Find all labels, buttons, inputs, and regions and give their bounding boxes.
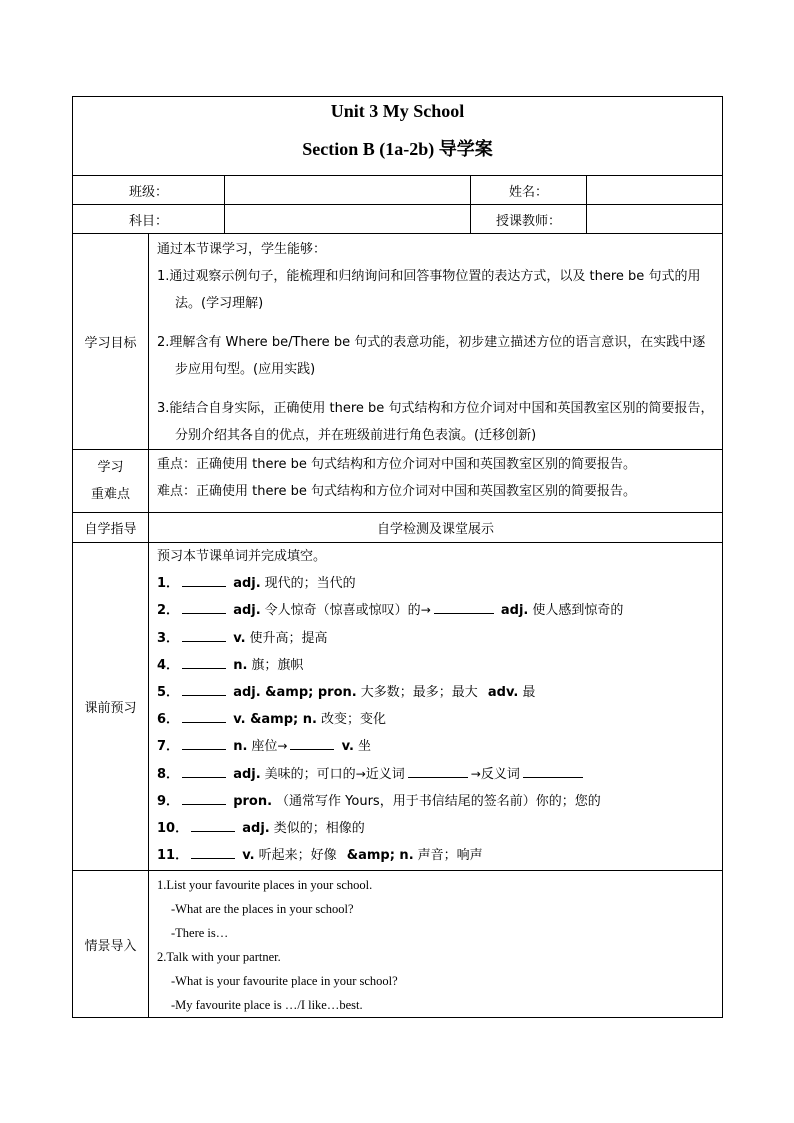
vocab-item bbox=[157, 679, 714, 706]
vocab-number: 3． bbox=[157, 630, 180, 646]
answer-blank[interactable] bbox=[182, 627, 226, 642]
answer-blank[interactable] bbox=[182, 572, 226, 587]
preview-content bbox=[149, 543, 723, 871]
answer-blank[interactable] bbox=[182, 708, 226, 723]
part-of-speech: pron. bbox=[233, 793, 273, 809]
part-of-speech: v. bbox=[242, 848, 255, 864]
vocab-item bbox=[157, 842, 714, 869]
answer-blank[interactable] bbox=[182, 735, 226, 750]
key-points-label-line2: 重难点 bbox=[90, 487, 130, 502]
vocab-item bbox=[157, 570, 714, 597]
part-of-speech: adj. bbox=[233, 603, 261, 619]
vocab-number: 10． bbox=[157, 821, 189, 837]
goal-item: 3.能结合自身实际，正确使用 there be 句式结构和方位介词对中国和英国教室区别的简要报告，分别介绍其各自的优点，并在班级前进行角色表演。(迁移创新) bbox=[157, 401, 714, 443]
guide-header: 自学检测及课堂展示 bbox=[149, 513, 723, 543]
goals-label: 学习目标 bbox=[73, 234, 149, 450]
section-title: Section B (1a-2b) 导学案 bbox=[302, 139, 493, 159]
vocab-item bbox=[157, 733, 714, 760]
part-of-speech: v. &amp; n. bbox=[233, 712, 317, 728]
vocab-item bbox=[157, 597, 714, 624]
answer-blank[interactable] bbox=[182, 790, 226, 805]
preview-intro: 预习本节课单词并完成填空。 bbox=[157, 549, 327, 564]
vocab-number: 1． bbox=[157, 576, 180, 592]
answer-blank[interactable] bbox=[408, 763, 468, 778]
goals-intro: 通过本节课学习，学生能够： bbox=[157, 242, 327, 257]
vocab-number: 9． bbox=[157, 793, 180, 809]
vocab-number: 6． bbox=[157, 712, 180, 728]
vocab-item bbox=[157, 625, 714, 652]
unit-title: Unit 3 My School bbox=[330, 101, 465, 121]
name-field[interactable] bbox=[587, 176, 723, 205]
answer-blank[interactable] bbox=[191, 844, 235, 859]
part-of-speech: n. bbox=[233, 739, 248, 755]
scene-line: 2.Talk with your partner. bbox=[157, 950, 281, 964]
definition: 使人感到惊奇的 bbox=[532, 603, 624, 619]
part-of-speech: adj. bbox=[233, 576, 261, 592]
definition: 美味的；可口的 bbox=[264, 766, 356, 782]
name-label: 姓名： bbox=[471, 176, 587, 205]
scene-line: -What are the places in your school? bbox=[171, 902, 354, 916]
antonym-label: 反义词 bbox=[480, 766, 520, 782]
definition: 改变；变化 bbox=[320, 712, 386, 728]
synonym-label: 近义词 bbox=[365, 766, 405, 782]
part-of-speech: adj. &amp; pron. bbox=[233, 685, 357, 701]
key-points-content bbox=[149, 450, 723, 513]
guide-label: 自学指导 bbox=[73, 513, 149, 543]
definition: （通常写作 Yours，用于书信结尾的签名前）你的；您的 bbox=[276, 793, 601, 809]
part-of-speech: &amp; n. bbox=[346, 848, 414, 864]
answer-blank[interactable] bbox=[182, 599, 226, 614]
difficult-point: 难点：正确使用 there be 句式结构和方位介词对中国和英国教室区别的简要报告。 bbox=[157, 484, 637, 499]
definition: 旗；旗帜 bbox=[251, 657, 304, 673]
scene-label: 情景导入 bbox=[73, 871, 149, 1018]
teacher-field[interactable] bbox=[587, 205, 723, 234]
definition: 最 bbox=[522, 685, 536, 701]
vocab-number: 11． bbox=[157, 848, 189, 864]
scene-line: -There is… bbox=[171, 926, 229, 940]
part-of-speech: v. bbox=[341, 739, 354, 755]
definition: 现代的；当代的 bbox=[264, 576, 356, 592]
class-label: 班级： bbox=[73, 176, 225, 205]
answer-blank[interactable] bbox=[182, 654, 226, 669]
subject-label: 科目： bbox=[73, 205, 225, 234]
part-of-speech: adj. bbox=[233, 766, 261, 782]
class-field[interactable] bbox=[225, 176, 471, 205]
worksheet bbox=[72, 96, 722, 1018]
arrow-icon: → bbox=[420, 603, 431, 618]
vocab-item bbox=[157, 652, 714, 679]
important-point: 重点：正确使用 there be 句式结构和方位介词对中国和英国教室区别的简要报告。 bbox=[157, 457, 637, 472]
part-of-speech: v. bbox=[233, 630, 246, 646]
part-of-speech: n. bbox=[233, 657, 248, 673]
goal-item: 2.理解含有 Where be/There be 句式的表意功能，初步建立描述方位的语言意识，在实践中逐步应用句型。(应用实践) bbox=[157, 335, 706, 377]
goals-content bbox=[149, 234, 723, 450]
preview-label: 课前预习 bbox=[73, 543, 149, 871]
definition: 大多数；最多；最大 bbox=[360, 685, 478, 701]
part-of-speech: adv. bbox=[487, 685, 519, 701]
worksheet-table bbox=[72, 96, 723, 1018]
vocab-number: 8． bbox=[157, 766, 180, 782]
vocab-item bbox=[157, 815, 714, 842]
vocab-item bbox=[157, 706, 714, 733]
arrow-icon: → bbox=[277, 739, 288, 754]
vocab-item bbox=[157, 788, 714, 815]
teacher-label: 授课教师： bbox=[471, 205, 587, 234]
title-cell bbox=[73, 97, 723, 176]
scene-line: 1.List your favourite places in your school. bbox=[157, 878, 373, 892]
answer-blank[interactable] bbox=[434, 599, 494, 614]
scene-line: -My favourite place is …/I like…best. bbox=[171, 998, 363, 1012]
definition: 声音；响声 bbox=[417, 848, 483, 864]
definition: 类似的；相像的 bbox=[273, 821, 365, 837]
part-of-speech: adj. bbox=[242, 821, 270, 837]
answer-blank[interactable] bbox=[191, 817, 235, 832]
answer-blank[interactable] bbox=[290, 735, 334, 750]
vocab-number: 2． bbox=[157, 603, 180, 619]
goal-item: 1.通过观察示例句子，能梳理和归纳询问和回答事物位置的表达方式，以及 there be 句式的用法。(学习理解) bbox=[157, 269, 701, 311]
arrow-icon: → bbox=[470, 766, 481, 781]
definition: 使升高；提高 bbox=[249, 630, 328, 646]
subject-field[interactable] bbox=[225, 205, 471, 234]
answer-blank[interactable] bbox=[182, 763, 226, 778]
answer-blank[interactable] bbox=[182, 681, 226, 696]
part-of-speech: adj. bbox=[500, 603, 529, 619]
definition: 听起来；好像 bbox=[258, 848, 337, 864]
scene-content bbox=[149, 871, 723, 1018]
scene-line: -What is your favourite place in your school? bbox=[171, 974, 398, 988]
vocab-number: 5． bbox=[157, 685, 180, 701]
definition: 坐 bbox=[357, 739, 371, 755]
vocab-item bbox=[157, 761, 714, 788]
definition: 令人惊奇（惊喜或惊叹）的 bbox=[264, 603, 421, 619]
vocab-number: 7． bbox=[157, 739, 180, 755]
arrow-icon: → bbox=[355, 766, 366, 781]
answer-blank[interactable] bbox=[523, 763, 583, 778]
vocab-number: 4． bbox=[157, 657, 180, 673]
key-points-label bbox=[73, 450, 149, 513]
key-points-label-line1: 学习 bbox=[97, 460, 124, 475]
definition: 座位 bbox=[251, 739, 278, 755]
